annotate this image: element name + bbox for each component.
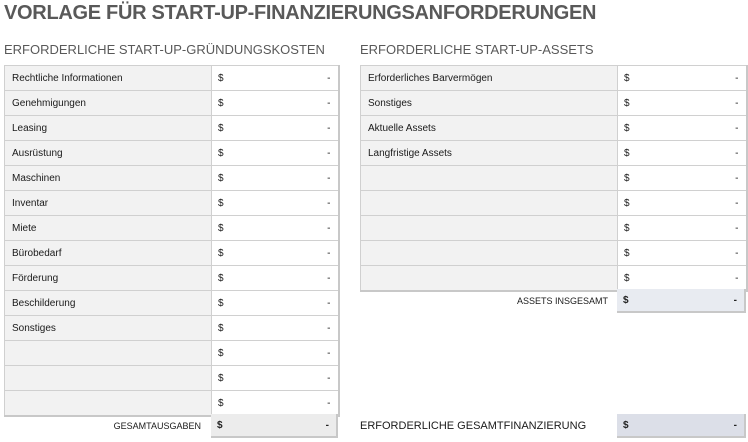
asset-row-label[interactable]: Erforderliches Barvermögen bbox=[361, 66, 618, 91]
cost-row-amount: - bbox=[327, 322, 331, 334]
cost-row-value-cell[interactable] bbox=[212, 141, 339, 166]
asset-row-currency: $ bbox=[624, 222, 630, 234]
cost-row bbox=[5, 291, 339, 316]
cost-row-amount: - bbox=[327, 197, 331, 209]
grand-total-currency: $ bbox=[623, 420, 629, 431]
grand-total-cell[interactable] bbox=[617, 414, 746, 438]
cost-row bbox=[5, 166, 339, 191]
cost-row-currency: $ bbox=[218, 222, 224, 234]
page-title: VORLAGE FÜR START-UP-FINANZIERUNGSANFORDERUNGEN bbox=[4, 2, 597, 24]
cost-row-amount: - bbox=[327, 347, 331, 359]
cost-row-amount: - bbox=[327, 297, 331, 309]
cost-row-label[interactable]: Leasing bbox=[5, 116, 212, 141]
cost-row-amount: - bbox=[327, 72, 331, 84]
asset-row-label[interactable] bbox=[361, 216, 618, 241]
cost-row-amount: - bbox=[327, 172, 331, 184]
grand-total-label: ERFORDERLICHE GESAMTFINANZIERUNG bbox=[360, 420, 587, 432]
asset-row bbox=[361, 116, 747, 141]
asset-row-amount: - bbox=[735, 247, 739, 259]
asset-row-value-cell[interactable] bbox=[618, 241, 747, 266]
cost-row-amount: - bbox=[327, 372, 331, 384]
cost-row-amount: - bbox=[327, 272, 331, 284]
cost-row-currency: $ bbox=[218, 172, 224, 184]
asset-row-value-cell[interactable] bbox=[618, 266, 747, 292]
asset-row-value-cell[interactable] bbox=[618, 141, 747, 166]
cost-row-amount: - bbox=[327, 147, 331, 159]
cost-row-currency: $ bbox=[218, 272, 224, 284]
cost-row-currency: $ bbox=[218, 97, 224, 109]
asset-row-label[interactable]: Langfristige Assets bbox=[361, 141, 618, 166]
cost-row-label[interactable]: Förderung bbox=[5, 266, 212, 291]
costs-table bbox=[4, 65, 340, 417]
asset-row-currency: $ bbox=[624, 247, 630, 259]
cost-row bbox=[5, 91, 339, 116]
asset-row bbox=[361, 141, 747, 166]
asset-row-amount: - bbox=[735, 72, 739, 84]
asset-row-value-cell[interactable] bbox=[618, 166, 747, 191]
asset-row-amount: - bbox=[735, 272, 739, 284]
costs-total-cell[interactable] bbox=[211, 414, 338, 438]
asset-row-amount: - bbox=[735, 147, 739, 159]
asset-row-value-cell[interactable] bbox=[618, 216, 747, 241]
cost-row-label[interactable]: Beschilderung bbox=[5, 291, 212, 316]
cost-row bbox=[5, 316, 339, 341]
assets-heading: ERFORDERLICHE START-UP-ASSETS bbox=[360, 42, 594, 57]
cost-row-label[interactable]: Inventar bbox=[5, 191, 212, 216]
cost-row-value-cell[interactable] bbox=[212, 166, 339, 191]
asset-row bbox=[361, 191, 747, 216]
cost-row-label[interactable]: Rechtliche Informationen bbox=[5, 66, 212, 91]
asset-row bbox=[361, 91, 747, 116]
cost-row-value-cell[interactable] bbox=[212, 91, 339, 116]
cost-row-currency: $ bbox=[218, 122, 224, 134]
asset-row-label[interactable] bbox=[361, 266, 618, 292]
asset-row-amount: - bbox=[735, 222, 739, 234]
cost-row-label[interactable]: Genehmigungen bbox=[5, 91, 212, 116]
assets-total-cell[interactable] bbox=[617, 289, 746, 313]
cost-row bbox=[5, 266, 339, 291]
asset-row-value-cell[interactable] bbox=[618, 191, 747, 216]
cost-row-currency: $ bbox=[218, 322, 224, 334]
costs-heading: ERFORDERLICHE START-UP-GRÜNDUNGSKOSTEN bbox=[4, 42, 325, 57]
cost-row bbox=[5, 116, 339, 141]
asset-row-value-cell[interactable] bbox=[618, 91, 747, 116]
asset-row bbox=[361, 216, 747, 241]
asset-row bbox=[361, 66, 747, 91]
cost-row bbox=[5, 341, 339, 366]
cost-row-currency: $ bbox=[218, 397, 224, 409]
asset-row-value-cell[interactable] bbox=[618, 66, 747, 91]
cost-row-currency: $ bbox=[218, 347, 224, 359]
asset-row-amount: - bbox=[735, 197, 739, 209]
asset-row-amount: - bbox=[735, 172, 739, 184]
cost-row-value-cell[interactable] bbox=[212, 366, 339, 391]
cost-row-currency: $ bbox=[218, 147, 224, 159]
assets-table bbox=[360, 65, 748, 292]
cost-row bbox=[5, 216, 339, 241]
cost-row-label[interactable]: Ausrüstung bbox=[5, 141, 212, 166]
grand-total-amount: - bbox=[733, 420, 737, 431]
cost-row-value-cell[interactable] bbox=[212, 116, 339, 141]
cost-row-currency: $ bbox=[218, 197, 224, 209]
asset-row-value-cell[interactable] bbox=[618, 116, 747, 141]
asset-row bbox=[361, 166, 747, 191]
cost-row-value-cell[interactable] bbox=[212, 216, 339, 241]
cost-row bbox=[5, 191, 339, 216]
asset-row-currency: $ bbox=[624, 197, 630, 209]
cost-row-currency: $ bbox=[218, 72, 224, 84]
cost-row-amount: - bbox=[327, 122, 331, 134]
cost-row-currency: $ bbox=[218, 297, 224, 309]
cost-row-value-cell[interactable] bbox=[212, 191, 339, 216]
cost-row-label[interactable]: Maschinen bbox=[5, 166, 212, 191]
cost-row-label[interactable] bbox=[5, 366, 212, 391]
cost-row-label[interactable]: Sonstiges bbox=[5, 316, 212, 341]
assets-total-label: ASSETS INSGESAMT bbox=[516, 296, 608, 306]
cost-row-value-cell[interactable] bbox=[212, 291, 339, 316]
cost-row-value-cell[interactable] bbox=[212, 391, 339, 417]
asset-row-label[interactable] bbox=[361, 191, 618, 216]
assets-total-amount: - bbox=[733, 295, 737, 306]
cost-row bbox=[5, 391, 339, 417]
asset-row-currency: $ bbox=[624, 272, 630, 284]
cost-row-label[interactable] bbox=[5, 391, 212, 417]
asset-row-label[interactable] bbox=[361, 166, 618, 191]
cost-row-amount: - bbox=[327, 97, 331, 109]
cost-row-label[interactable]: Miete bbox=[5, 216, 212, 241]
cost-row-currency: $ bbox=[218, 372, 224, 384]
asset-row-label[interactable]: Sonstiges bbox=[361, 91, 618, 116]
cost-row-amount: - bbox=[327, 247, 331, 259]
asset-row bbox=[361, 266, 747, 292]
asset-row-amount: - bbox=[735, 122, 739, 134]
cost-row-label[interactable]: Bürobedarf bbox=[5, 241, 212, 266]
cost-row-label[interactable] bbox=[5, 341, 212, 366]
cost-row bbox=[5, 241, 339, 266]
asset-row-label[interactable] bbox=[361, 241, 618, 266]
cost-row-value-cell[interactable] bbox=[212, 316, 339, 341]
costs-total-label: GESAMTAUSGABEN bbox=[113, 421, 201, 431]
costs-total-currency: $ bbox=[217, 420, 223, 431]
cost-row-value-cell[interactable] bbox=[212, 266, 339, 291]
cost-row-amount: - bbox=[327, 397, 331, 409]
assets-total-currency: $ bbox=[623, 295, 629, 306]
costs-total-amount: - bbox=[325, 420, 329, 431]
asset-row bbox=[361, 241, 747, 266]
asset-row-currency: $ bbox=[624, 172, 630, 184]
cost-row-amount: - bbox=[327, 222, 331, 234]
cost-row-value-cell[interactable] bbox=[212, 241, 339, 266]
cost-row bbox=[5, 141, 339, 166]
cost-row-currency: $ bbox=[218, 247, 224, 259]
asset-row-currency: $ bbox=[624, 97, 630, 109]
asset-row-currency: $ bbox=[624, 72, 630, 84]
asset-row-currency: $ bbox=[624, 122, 630, 134]
cost-row bbox=[5, 66, 339, 91]
asset-row-label[interactable]: Aktuelle Assets bbox=[361, 116, 618, 141]
cost-row bbox=[5, 366, 339, 391]
cost-row-value-cell[interactable] bbox=[212, 341, 339, 366]
cost-row-value-cell[interactable] bbox=[212, 66, 339, 91]
asset-row-amount: - bbox=[735, 97, 739, 109]
asset-row-currency: $ bbox=[624, 147, 630, 159]
